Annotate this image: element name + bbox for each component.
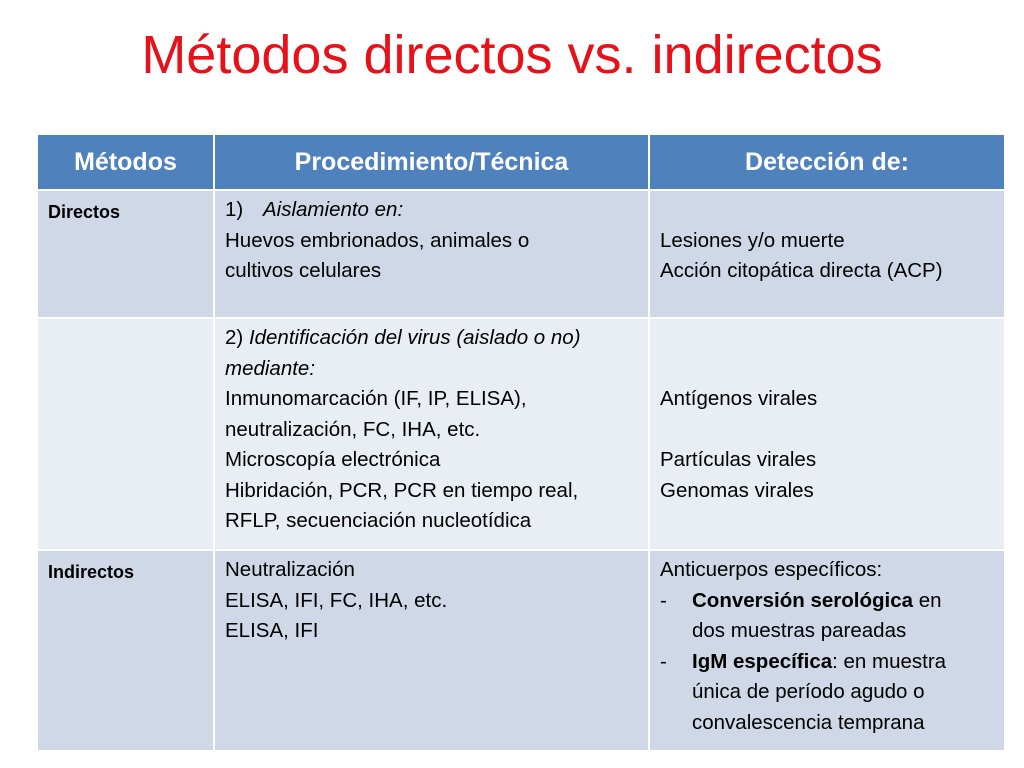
detection-bullet: - Conversión serológica en [660, 588, 942, 612]
detection-bullet-cont: única de período agudo o [692, 680, 925, 703]
method-cell-empty [37, 318, 214, 550]
header-procedure: Procedimiento/Técnica [214, 134, 649, 190]
header-detection: Detección de: [649, 134, 1005, 190]
procedure-cell [214, 550, 649, 751]
procedure-heading: 2) Identificación del virus (aislado o no) [225, 326, 581, 349]
procedure-line: neutralización, FC, IHA, etc. [225, 417, 481, 441]
procedure-heading-cont: mediante: [225, 356, 316, 380]
procedure-line: Neutralización [225, 558, 355, 581]
detection-bullet-cont: dos muestras pareadas [692, 619, 907, 642]
procedure-line: Hibridación, PCR, PCR en tiempo real, [225, 478, 579, 502]
detection-line: Lesiones y/o muerte [660, 228, 845, 252]
detection-line: Partículas virales [660, 448, 817, 471]
procedure-heading: 1) Aislamiento en: [225, 198, 404, 221]
procedure-line: ELISA, IFI, FC, IHA, etc. [225, 588, 448, 612]
procedure-cell [214, 318, 649, 550]
detection-intro: Anticuerpos específicos: [660, 558, 883, 581]
detection-cell [649, 550, 1005, 751]
detection-bullet: - IgM específica: en muestra [660, 649, 947, 673]
procedure-cell [214, 190, 649, 318]
procedure-line: Inmunomarcación (IF, IP, ELISA), [225, 387, 527, 410]
header-methods: Métodos [37, 134, 214, 190]
detection-cell [649, 318, 1005, 550]
detection-line: Antígenos virales [660, 387, 818, 410]
table-row-indirectos [37, 550, 1005, 751]
table-row-directos-identificacion [37, 318, 1005, 550]
procedure-line: Microscopía electrónica [225, 448, 441, 471]
procedure-line: ELISA, IFI [225, 619, 319, 642]
table-header-row [37, 134, 1005, 190]
detection-cell [649, 190, 1005, 318]
detection-line: Acción citopática directa (ACP) [660, 259, 943, 282]
method-cell: Indirectos [37, 550, 214, 751]
procedure-line: cultivos celulares [225, 259, 382, 282]
detection-line: Genomas virales [660, 478, 814, 502]
detection-bullet-cont: convalescencia temprana [692, 710, 925, 734]
methods-table [36, 133, 1006, 752]
procedure-line: Huevos embrionados, animales o [225, 228, 530, 252]
procedure-line: RFLP, secuenciación nucleotídica [225, 509, 532, 532]
method-cell: Directos [37, 190, 214, 318]
slide-title: Métodos directos vs. indirectos [141, 25, 883, 85]
table-row-directos-aislamiento [37, 190, 1005, 318]
